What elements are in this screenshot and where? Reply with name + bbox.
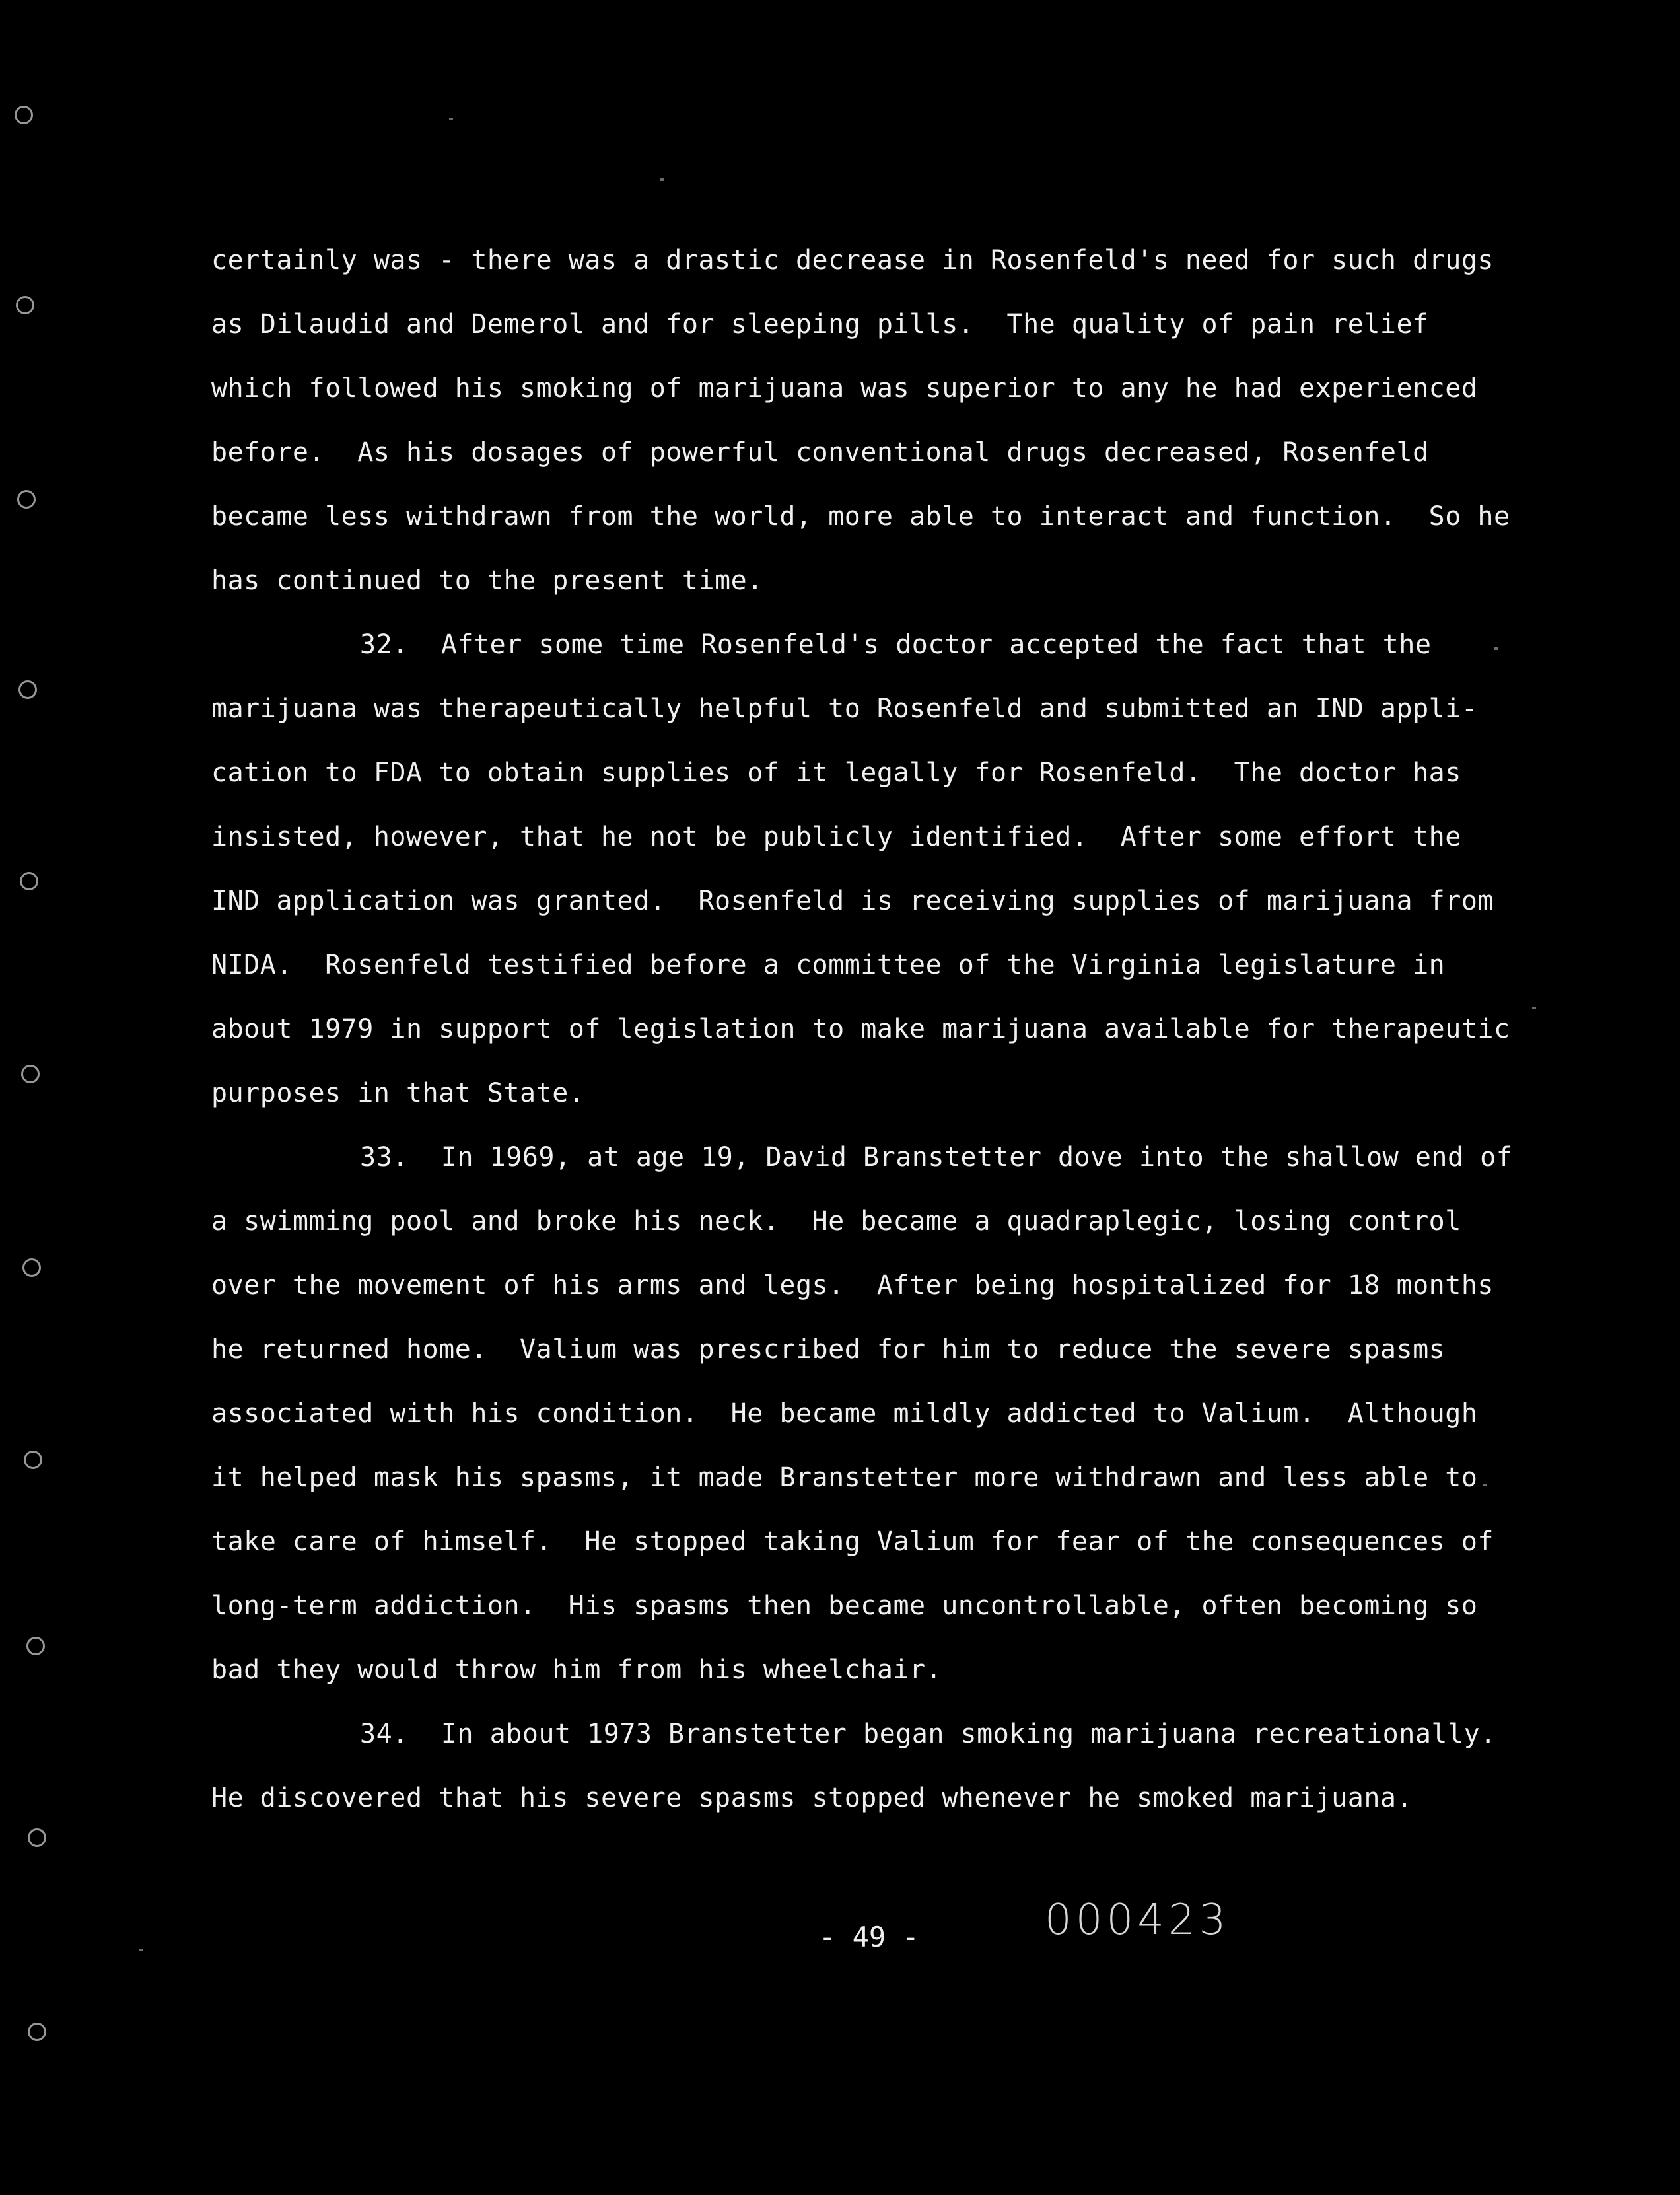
punch-hole-mark [17, 490, 36, 509]
text-line: NIDA. Rosenfeld testified before a committee of the Virginia legislature in [211, 950, 1446, 980]
text-line: became less withdrawn from the world, more able to interact and function. So he [211, 501, 1510, 532]
punch-hole-mark [28, 1828, 46, 1847]
punch-hole-mark [20, 872, 38, 890]
text-line: has continued to the present time. [211, 565, 763, 596]
punch-hole-mark [28, 2023, 46, 2041]
paragraph-start-line: 33. In 1969, at age 19, David Branstetter dove into the shallow end of [360, 1142, 1513, 1172]
punch-hole-mark [15, 106, 33, 124]
paragraph-start-line: 32. After some time Rosenfeld's doctor accepted the fact that the [360, 630, 1432, 660]
text-line: long-term addiction. His spasms then became uncontrollable, often becoming so [211, 1591, 1478, 1621]
text-line: bad they would throw him from his wheelchair. [211, 1655, 942, 1685]
text-line: insisted, however, that he not be publicly identified. After some effort the [211, 822, 1461, 852]
text-line: certainly was - there was a drastic decrease in Rosenfeld's need for such drugs [211, 245, 1494, 275]
scan-speck [449, 118, 453, 120]
text-line: as Dilaudid and Demerol and for sleeping pills. The quality of pain relief [211, 309, 1429, 340]
paragraph-start-line: 34. In about 1973 Branstetter began smoking marijuana recreationally. [360, 1719, 1496, 1749]
punch-hole-mark [18, 680, 37, 699]
text-line: about 1979 in support of legislation to make marijuana available for therapeutic [211, 1014, 1510, 1044]
punch-hole-mark [22, 1258, 41, 1277]
text-line: it helped mask his spasms, it made Branstetter more withdrawn and less able to [211, 1462, 1478, 1493]
scan-speck [1483, 1484, 1487, 1486]
punch-hole-mark [24, 1451, 42, 1469]
text-line: take care of himself. He stopped taking Valium for fear of the consequences of [211, 1527, 1494, 1557]
scan-speck [660, 178, 664, 181]
text-line: over the movement of his arms and legs. After being hospitalized for 18 months [211, 1270, 1494, 1301]
text-line: He discovered that his severe spasms stopped whenever he smoked marijuana. [211, 1783, 1413, 1813]
text-line: purposes in that State. [211, 1078, 585, 1108]
scan-speck [139, 1949, 143, 1951]
text-line: a swimming pool and broke his neck. He became a quadraplegic, losing control [211, 1206, 1461, 1237]
punch-hole-mark [16, 296, 34, 314]
text-line: before. As his dosages of powerful conventional drugs decreased, Rosenfeld [211, 437, 1429, 468]
punch-hole-mark [26, 1637, 45, 1655]
text-line: associated with his condition. He became mildly addicted to Valium. Although [211, 1398, 1478, 1429]
scan-speck [1494, 647, 1498, 650]
page-number: - 49 - [819, 1921, 919, 1953]
punch-hole-mark [21, 1065, 40, 1083]
text-line: cation to FDA to obtain supplies of it legally for Rosenfeld. The doctor has [211, 758, 1461, 788]
text-line: he returned home. Valium was prescribed for him to reduce the severe spasms [211, 1334, 1446, 1365]
text-line: which followed his smoking of marijuana was superior to any he had experienced [211, 373, 1478, 404]
bates-number: 000423 [1045, 1896, 1230, 1945]
text-line: marijuana was therapeutically helpful to Rosenfeld and submitted an IND appli- [211, 694, 1478, 724]
text-line: IND application was granted. Rosenfeld is receiving supplies of marijuana from [211, 886, 1494, 916]
scan-speck [1532, 1007, 1536, 1009]
